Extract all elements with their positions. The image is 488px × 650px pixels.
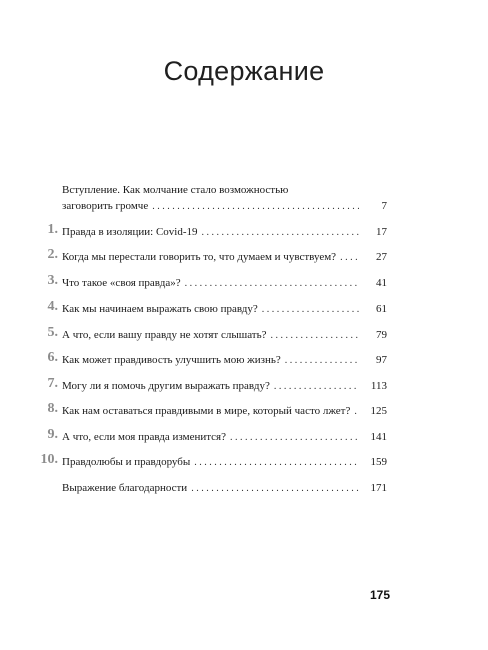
chapter-title: Как нам оставаться правдивыми в мире, который часто лжет? [62, 405, 351, 417]
chapter-number: 2. [47, 247, 58, 262]
acknowledgements-title: Выражение благодарности [62, 482, 188, 494]
toc-page-number: 141 [370, 431, 387, 443]
chapter-title: Как может правдивость улучшить мою жизнь? [62, 354, 281, 366]
toc-page-number: 97 [376, 354, 387, 366]
chapter-number: 5. [47, 325, 58, 340]
toc-line [62, 250, 359, 265]
toc-page-number: 17 [376, 226, 387, 238]
toc-line [62, 328, 359, 343]
chapter-title: Правдолюбы и правдорубы [62, 456, 191, 468]
chapter-number: 4. [47, 299, 58, 314]
toc-page-number: 159 [370, 456, 387, 468]
toc-line [62, 276, 359, 291]
toc-line [62, 302, 359, 317]
chapter-title: Когда мы перестали говорить то, что думаем и чувствуем? [62, 251, 337, 263]
chapter-title: Что такое «своя правда»? [62, 277, 181, 289]
toc-line [62, 430, 359, 445]
leader-dots [152, 200, 359, 214]
leader-dots [185, 277, 359, 291]
leader-dots [274, 380, 359, 394]
page-number: 175 [369, 588, 390, 602]
chapter-title: Правда в изоляции: Covid-19 [62, 226, 198, 238]
chapter-title: Как мы начинаем выражать свою правду? [62, 303, 258, 315]
chapter-number: 1. [47, 222, 58, 237]
toc-page-number: 79 [376, 329, 387, 341]
toc-page-number: 113 [370, 380, 387, 392]
leader-dots [230, 431, 359, 445]
leader-dots [340, 251, 359, 265]
toc-page-number: 7 [381, 200, 387, 212]
toc-line [62, 353, 359, 368]
chapter-number: 3. [47, 273, 58, 288]
toc-intro-line-1: Вступление. Как молчание стало возможностью [62, 184, 289, 196]
chapter-number: 6. [47, 350, 58, 365]
toc-line [62, 404, 359, 419]
chapter-number: 7. [47, 376, 58, 391]
leader-dots [285, 354, 359, 368]
leader-dots [191, 482, 359, 496]
leader-dots [202, 226, 359, 240]
leader-dots [271, 329, 359, 343]
toc-page-number: 61 [376, 303, 387, 315]
leader-dots [262, 303, 359, 317]
toc-page-number: 41 [376, 277, 387, 289]
toc-page-number: 171 [370, 482, 387, 494]
chapter-number: 9. [47, 427, 58, 442]
chapter-title: Могу ли я помочь другим выражать правду? [62, 380, 270, 392]
chapter-number: 10. [40, 452, 58, 467]
leader-dots [194, 456, 359, 470]
toc-line [62, 481, 359, 496]
toc-page-number: 125 [370, 405, 387, 417]
leader-dots [354, 405, 359, 419]
toc-page-number: 27 [376, 251, 387, 263]
page-title: Содержание [163, 56, 325, 86]
toc-line [62, 225, 359, 240]
chapter-number: 8. [47, 401, 58, 416]
toc-intro-line-2 [62, 199, 359, 214]
toc-line [62, 379, 359, 394]
chapter-title: А что, если моя правда изменится? [62, 431, 226, 443]
toc-line [62, 455, 359, 470]
chapter-title: А что, если вашу правду не хотят слышать? [62, 329, 267, 341]
toc-intro-line-2-text: заговорить громче [62, 200, 149, 212]
